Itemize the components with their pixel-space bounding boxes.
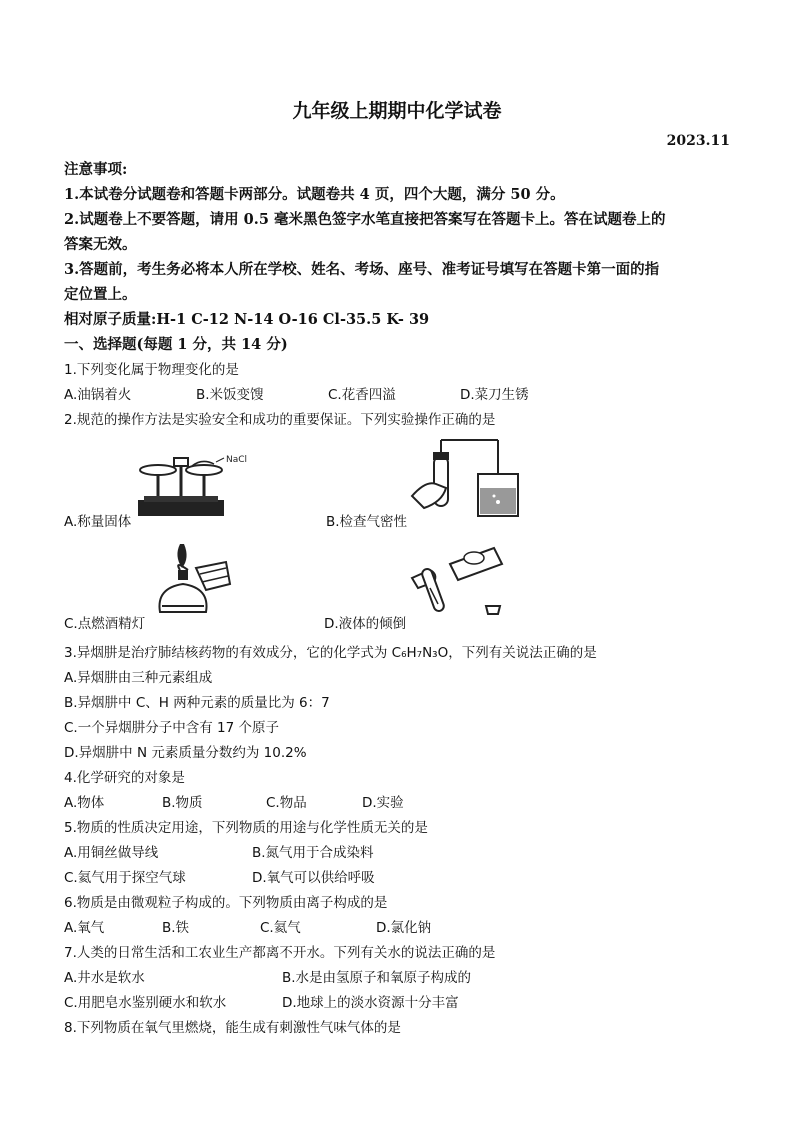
question-1-stem: 1.下列变化属于物理变化的是 — [64, 362, 239, 378]
question-2-option-d: D.液体的倾倒 — [324, 616, 407, 632]
question-1-option-d: D.菜刀生锈 — [460, 387, 529, 403]
question-1-option-c: C.花香四溢 — [328, 387, 396, 403]
question-5-option-a: A.用铜丝做导线 — [64, 845, 159, 861]
question-5-option-d: D.氧气可以供给呼吸 — [252, 870, 375, 886]
nacl-label: NaCl — [226, 455, 248, 465]
balance-figure — [130, 452, 260, 522]
question-3-option-d: D.异烟肼中 N 元素质量分数约为 10.2% — [64, 745, 307, 761]
exam-date: 2023.11 — [666, 133, 730, 149]
question-6-option-d: D.氯化钠 — [376, 920, 432, 936]
question-4-option-c: C.物品 — [266, 795, 307, 811]
question-1-option-b: B.米饭变馊 — [196, 387, 264, 403]
question-4-stem: 4.化学研究的对象是 — [64, 770, 185, 786]
airtightness-figure — [406, 436, 526, 522]
question-3-option-c: C.一个异烟肼分子中含有 17 个原子 — [64, 720, 279, 736]
page-title: 九年级上期期中化学试卷 — [292, 100, 502, 122]
notes-heading: 注意事项: — [64, 161, 128, 178]
question-3-option-a: A.异烟肼由三种元素组成 — [64, 670, 213, 686]
question-7-option-b: B.水是由氢原子和氧原子构成的 — [282, 970, 472, 986]
question-7-option-a: A.井水是软水 — [64, 970, 145, 986]
question-2-option-a: A.称量固体 — [64, 514, 132, 530]
question-2-stem: 2.规范的操作方法是实验安全和成功的重要保证。下列实验操作正确的是 — [64, 412, 496, 428]
question-6-option-c: C.氦气 — [260, 920, 301, 936]
question-3-option-b: B.异烟肼中 C、H 两种元素的质量比为 6：7 — [64, 695, 330, 711]
pouring-liquid-figure — [408, 544, 504, 616]
question-6-option-b: B.铁 — [162, 920, 190, 936]
question-6-stem: 6.物质是由微观粒子构成的。下列物质由离子构成的是 — [64, 895, 388, 911]
question-7-option-c: C.用肥皂水鉴别硬水和软水 — [64, 995, 227, 1011]
question-2-option-b: B.检查气密性 — [326, 514, 408, 530]
question-4-option-b: B.物质 — [162, 795, 203, 811]
alcohol-lamp-figure — [150, 540, 234, 616]
notes-item-3-line-1: 3.答题前，考生务必将本人所在学校、姓名、考场、座号、准考证号填写在答题卡第一面的指 — [64, 261, 660, 278]
notes-item-1: 1.本试卷分试题卷和答题卡两部分。试题卷共 4 页，四个大题，满分 50 分。 — [64, 186, 565, 203]
question-1-option-a: A.油锅着火 — [64, 387, 132, 403]
atomic-mass-line: 相对原子质量:H-1 C-12 N-14 O-16 Cl-35.5 K- 39 — [64, 311, 430, 328]
question-5-option-b: B.氮气用于合成染料 — [252, 845, 374, 861]
question-5-option-c: C.氦气用于探空气球 — [64, 870, 186, 886]
question-8-stem: 8.下列物质在氧气里燃烧，能生成有刺激性气味气体的是 — [64, 1020, 401, 1036]
question-5-stem: 5.物质的性质决定用途，下列物质的用途与化学性质无关的是 — [64, 820, 428, 836]
question-7-stem: 7.人类的日常生活和工农业生产都离不开水。下列有关水的说法正确的是 — [64, 945, 496, 961]
question-2-option-c: C.点燃酒精灯 — [64, 616, 146, 632]
notes-item-2-line-1: 2.试题卷上不要答题，请用 0.5 毫米黑色签字水笔直接把答案写在答题卡上。答在试题卷上的 — [64, 211, 666, 228]
section-1-heading: 一、选择题(每题 1 分，共 14 分) — [64, 336, 288, 353]
question-3-stem: 3.异烟肼是治疗肺结核药物的有效成分，它的化学式为 C₆H₇N₃O，下列有关说法正确的是 — [64, 645, 597, 661]
notes-item-3-line-2: 定位置上。 — [64, 286, 137, 303]
question-4-option-a: A.物体 — [64, 795, 105, 811]
question-7-option-d: D.地球上的淡水资源十分丰富 — [282, 995, 459, 1011]
notes-item-2-line-2: 答案无效。 — [64, 236, 137, 253]
question-6-option-a: A.氧气 — [64, 920, 105, 936]
question-4-option-d: D.实验 — [362, 795, 404, 811]
